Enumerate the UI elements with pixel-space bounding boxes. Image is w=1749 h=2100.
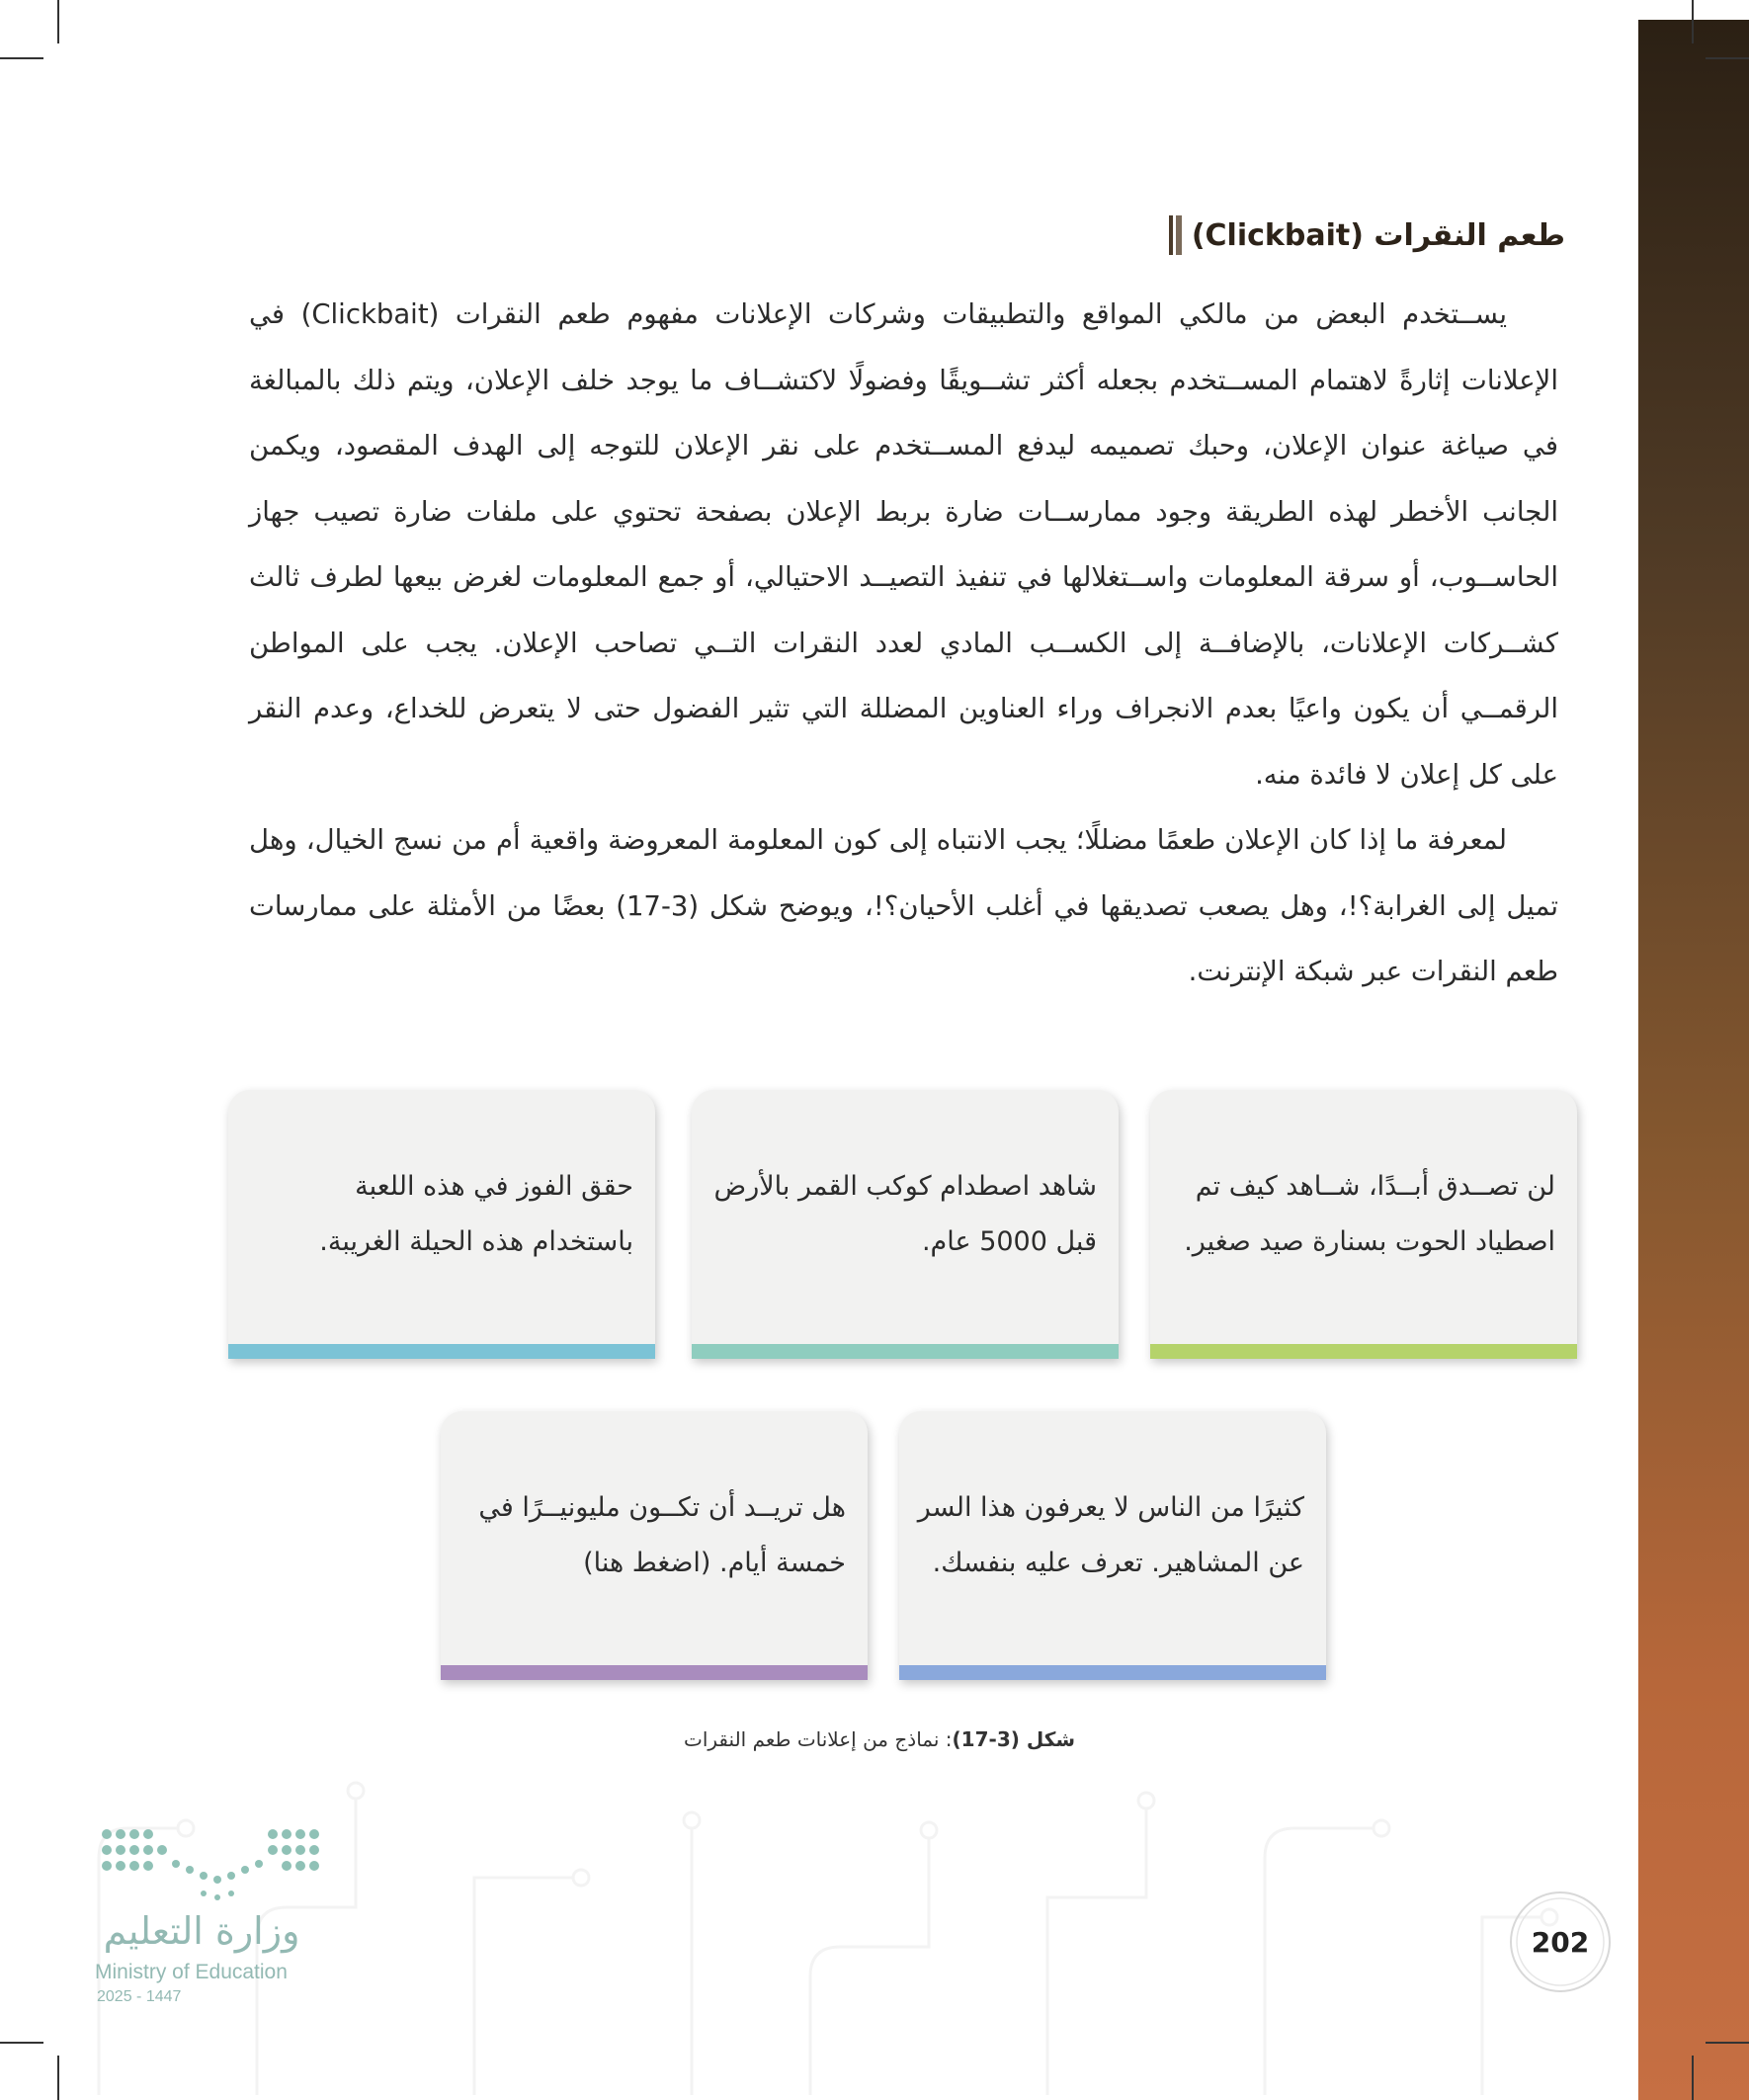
clickbait-card-1 (1150, 1090, 1577, 1359)
crop-mark (1706, 57, 1749, 59)
clickbait-card-5 (441, 1411, 868, 1680)
card-color-bar (692, 1344, 1119, 1359)
crop-mark (1692, 2056, 1694, 2100)
body-paragraph-1: يســتخدم البعض من مالكي المواقع والتطبيقات وشركات الإعلانات مفهوم طعم النقرات (Clickbait) في الإعلانات إثارةً لاهتمام المســتخدم بجعله أكثر تشــويقًا وفضولًا لاكتشــاف ما يوجد خلف الإعلان، ويتم ذلك بالمبالغة في صياغة عنوان الإعلان، وحبك تصميمه ليدفع المســتخدم على نقر الإعلان للتوجه إلى الهدف المقصود، ويكمن الجانب الأخطر لهذه الطريقة وجود ممارســات ضارة بربط الإعلان بصفحة تحتوي على ملفات ضارة تصيب جهاز الحاســوب، أو سرقة المعلومات واســتغلالها في تنفيذ التصيــد الاحتيالي، أو جمع المعلومات لغرض بيعها لطرف ثالث كشــركات الإعلانات، بالإضافــة إلى الكســب المادي لعدد النقرات التــي تصاحب الإعلان. يجب على المواطن الرقمــي أن يكون واعيًا بعدم الانجراف وراء العناوين المضللة التي تثير الفضول حتى لا يتعرض للخداع، وعدم النقر على كل إعلان لا فائدة منه. (249, 298, 1558, 791)
logo-english-text: Ministry of Education (95, 1961, 288, 1983)
side-color-band (1638, 20, 1749, 2100)
logo-arabic-text: وزارة التعليم (103, 1909, 300, 1953)
card-text: شاهد اصطدام كوكب القمر بالأرض قبل 5000 عام. (713, 1171, 1097, 1257)
crop-mark (57, 0, 59, 43)
card-color-bar (228, 1344, 655, 1359)
card-color-bar (899, 1665, 1326, 1680)
logo-year-text: 2025 - 1447 (97, 1988, 182, 2005)
figure-caption (632, 1727, 1126, 1751)
card-text: حقق الفوز في هذه اللعبة باستخدام هذه الحيلة الغريبة. (319, 1171, 633, 1257)
card-text: لن تصــدق أبــدًا، شــاهد كيف تم اصطياد الحوت بسنارة صيد صغير. (1184, 1171, 1555, 1257)
body-paragraph-2: لمعرفة ما إذا كان الإعلان طعمًا مضللًا؛ يجب الانتباه إلى كون المعلومة المعروضة واقعية أم من نسج الخيال، وهل تميل إلى الغرابة؟!، وهل يصعب تصديقها في أغلب الأحيان؟!، ويوضح شكل (3-17) بعضًا من الأمثلة على ممارسات طعم النقرات عبر شبكة الإنترنت. (249, 824, 1558, 987)
clickbait-card-2 (692, 1090, 1119, 1359)
crop-mark (0, 57, 43, 59)
heading-marker-icon (1168, 215, 1182, 255)
crop-mark (1706, 2042, 1749, 2044)
heading-title: طعم النقرات (Clickbait) (1191, 217, 1565, 253)
caption-label: شكل (3-17) (952, 1727, 1075, 1751)
section-heading (1168, 215, 1565, 255)
crop-mark (1692, 0, 1694, 43)
card-color-bar (1150, 1344, 1577, 1359)
clickbait-card-4 (899, 1411, 1326, 1680)
ministry-logo-icon (95, 1824, 332, 1903)
caption-text: : نماذج من إعلانات طعم النقرات (684, 1727, 953, 1751)
page-number: 202 (1531, 1925, 1590, 1959)
body-text (249, 282, 1558, 1005)
clickbait-card-3 (228, 1090, 655, 1359)
crop-mark (0, 2042, 43, 2044)
card-text: هل تريــد أن تكــون مليونيــرًا في خمسة أيام. (اضغط هنا) (478, 1492, 846, 1578)
card-text: كثيرًا من الناس لا يعرفون هذا السر عن المشاهير. تعرف عليه بنفسك. (917, 1492, 1304, 1578)
card-color-bar (441, 1665, 868, 1680)
